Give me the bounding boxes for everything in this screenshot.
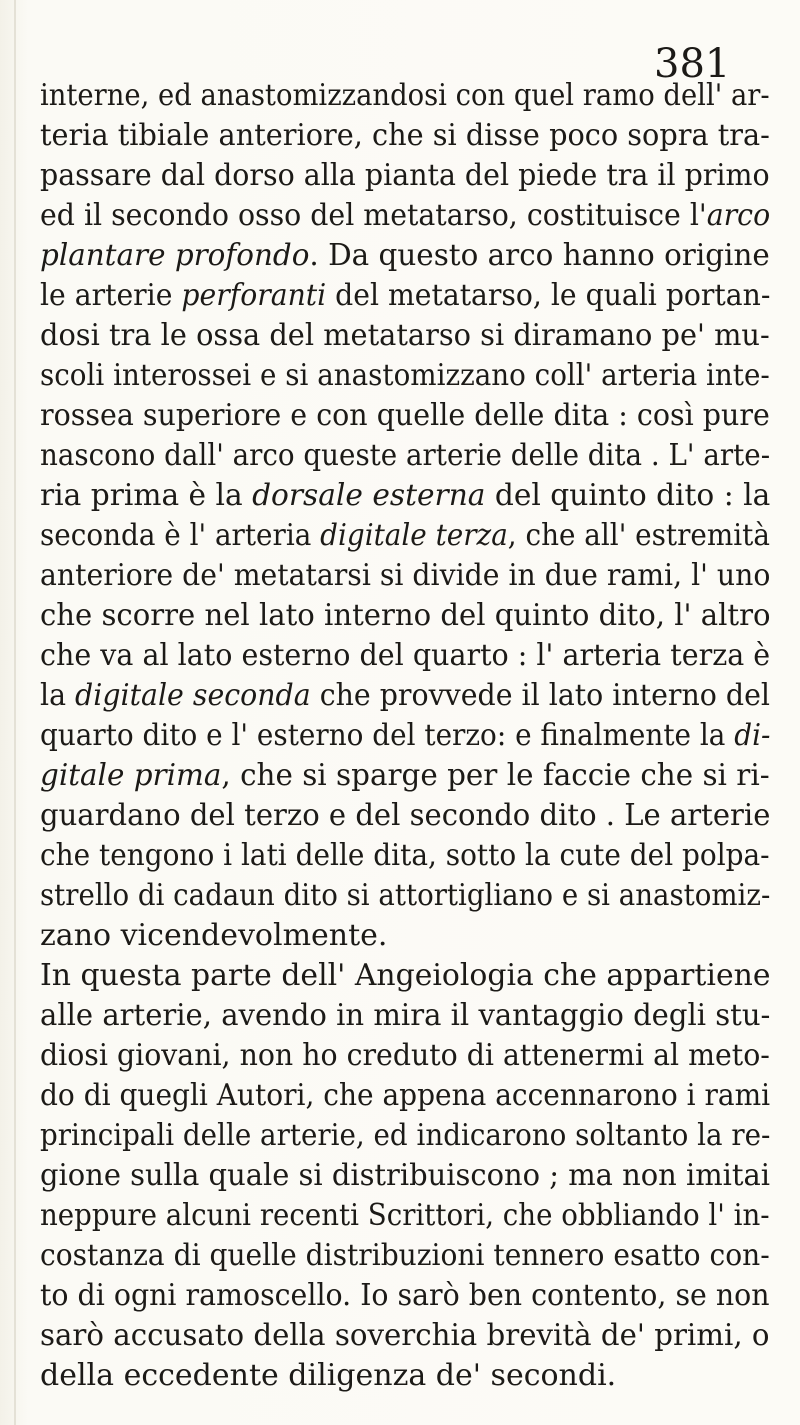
text-line: costanza di quelle distribuzioni tennero esatto con- <box>40 1238 770 1273</box>
text-line: diosi giovani, non ho creduto di attenermi al meto- <box>40 1038 770 1073</box>
text-line: do di quegli Autori, che appena accennarono i rami <box>40 1078 771 1113</box>
text-line: che tengono i lati delle dita, sotto la cute del polpa- <box>40 838 770 873</box>
italic-term: plantare profondo <box>40 238 310 273</box>
italic-term: digitale terza <box>320 518 508 553</box>
text-line: rossea superiore e con quelle delle dita : così pure <box>40 398 770 433</box>
text-line: passare dal dorso alla pianta del piede tra il primo <box>40 158 770 193</box>
text-line: ed il secondo osso del metatarso, costituisce l'arco <box>40 198 771 233</box>
italic-term: dorsale esterna <box>252 478 486 513</box>
text-line: dosi tra le ossa del metatarso si diramano pe' mu- <box>40 318 770 353</box>
text-line: scoli interossei e si anastomizzano coll' arteria inte- <box>40 358 770 393</box>
text-line: zano vicendevolmente. <box>40 918 388 953</box>
text-line: guardano del terzo e del secondo dito . Le arterie <box>40 798 771 833</box>
text-line: le arterie perforanti del metatarso, le quali portan- <box>40 278 771 313</box>
text-line: che scorre nel lato interno del quinto dito, l' altro <box>40 598 771 633</box>
text-line: nascono dall' arco queste arterie delle dita . L' arte- <box>40 438 771 473</box>
text-line: ria prima è la dorsale esterna del quinto dito : la <box>40 478 771 513</box>
text-line: neppure alcuni recenti Scrittori, che obbliando l' in- <box>40 1198 770 1233</box>
text-line: alle arterie, avendo in mira il vantaggio degli stu- <box>40 998 771 1033</box>
text-line: quarto dito e l' esterno del terzo: e finalmente la di- <box>40 718 771 753</box>
text-line: principali delle arterie, ed indicarono soltanto la re- <box>40 1118 771 1153</box>
italic-term: arco <box>706 198 771 233</box>
text-line: che va al lato esterno del quarto : l' arteria terza è <box>40 638 771 673</box>
italic-term: gitale prima <box>40 758 222 793</box>
italic-term: di- <box>734 718 771 753</box>
text-line: gitale prima, che si sparge per le faccie che si ri- <box>40 758 770 793</box>
page-number: 381 <box>654 41 731 87</box>
text-line: della eccedente diligenza de' secondi. <box>40 1358 617 1393</box>
page-edge-shadow <box>14 0 16 1425</box>
paragraph-start-line: In questa parte dell' Angeiologia che appartiene <box>40 958 771 993</box>
text-line: interne, ed anastomizzandosi con quel ramo dell' ar- <box>40 78 770 113</box>
text-line: la digitale seconda che provvede il lato interno del <box>40 678 770 713</box>
text-line: gione sulla quale si distribuiscono ; ma non imitai <box>40 1158 771 1193</box>
italic-term: digitale seconda <box>75 678 311 713</box>
italic-term: perforanti <box>181 278 327 313</box>
text-line: seconda è l' arteria digitale terza, che all' estremità <box>40 518 770 553</box>
text-line: plantare profondo. Da questo arco hanno origine <box>40 238 770 273</box>
text-line: sarò accusato della soverchia brevità de' primi, o <box>40 1318 770 1353</box>
text-line: teria tibiale anteriore, che si disse poco sopra tra- <box>40 118 770 153</box>
text-line: anteriore de' metatarsi si divide in due rami, l' uno <box>40 558 771 593</box>
text-line: strello di cadaun dito si attortigliano e si anastomiz- <box>40 878 771 913</box>
text-line: to di ogni ramoscello. Io sarò ben contento, se non <box>40 1278 770 1313</box>
